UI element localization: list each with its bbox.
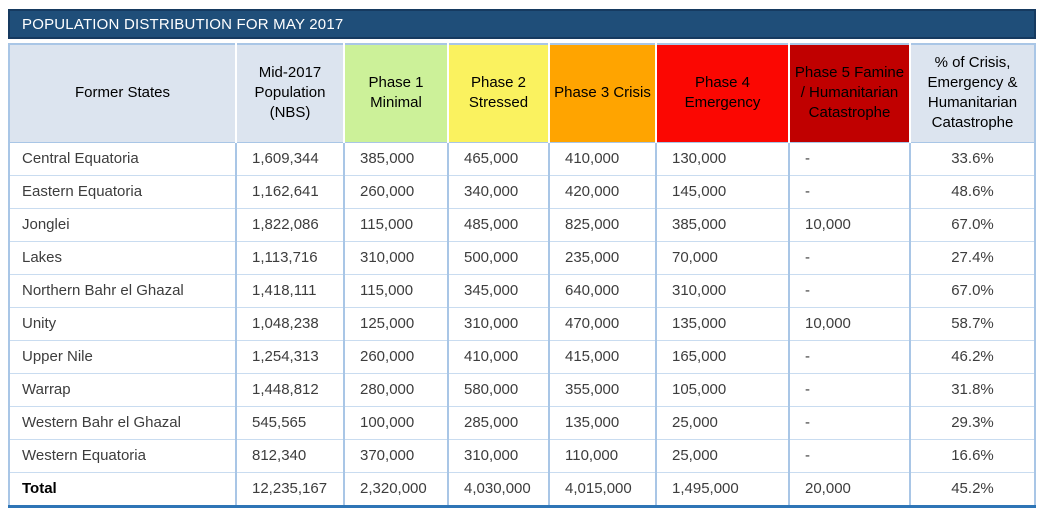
cell-phase1: 280,000 xyxy=(344,373,448,406)
cell-phase5: 10,000 xyxy=(789,208,910,241)
table-header xyxy=(9,44,1035,142)
cell-phase5: 20,000 xyxy=(789,472,910,506)
cell-phase2: 310,000 xyxy=(448,439,549,472)
cell-pct_cehc: 27.4% xyxy=(910,241,1035,274)
header-pct-crisis: % of Crisis, Emergency & Humanitarian Catastrophe xyxy=(910,44,1035,142)
header-row xyxy=(9,44,1035,142)
table-row xyxy=(9,241,1035,274)
table-row xyxy=(9,208,1035,241)
cell-phase5: - xyxy=(789,241,910,274)
title-bar xyxy=(8,9,1036,39)
cell-pct_cehc: 45.2% xyxy=(910,472,1035,506)
table-row xyxy=(9,373,1035,406)
cell-state: Unity xyxy=(9,307,236,340)
cell-population: 1,048,238 xyxy=(236,307,344,340)
cell-population: 1,162,641 xyxy=(236,175,344,208)
cell-phase4: 130,000 xyxy=(656,142,789,175)
cell-state: Lakes xyxy=(9,241,236,274)
cell-phase2: 410,000 xyxy=(448,340,549,373)
header-former-states: Former States xyxy=(9,44,236,142)
cell-phase4: 135,000 xyxy=(656,307,789,340)
cell-phase5: - xyxy=(789,406,910,439)
table-row xyxy=(9,274,1035,307)
cell-phase5: - xyxy=(789,340,910,373)
header-phase5-famine: Phase 5 Famine / Humanitarian Catastrophe xyxy=(789,44,910,142)
cell-phase2: 345,000 xyxy=(448,274,549,307)
cell-pct_cehc: 67.0% xyxy=(910,208,1035,241)
cell-phase3: 235,000 xyxy=(549,241,656,274)
cell-phase1: 370,000 xyxy=(344,439,448,472)
cell-pct_cehc: 31.8% xyxy=(910,373,1035,406)
cell-phase1: 2,320,000 xyxy=(344,472,448,506)
cell-population: 812,340 xyxy=(236,439,344,472)
cell-phase1: 100,000 xyxy=(344,406,448,439)
cell-state: Western Equatoria xyxy=(9,439,236,472)
cell-phase5: - xyxy=(789,274,910,307)
cell-population: 1,822,086 xyxy=(236,208,344,241)
population-table xyxy=(8,43,1036,508)
cell-phase2: 580,000 xyxy=(448,373,549,406)
cell-population: 545,565 xyxy=(236,406,344,439)
cell-pct_cehc: 67.0% xyxy=(910,274,1035,307)
cell-pct_cehc: 48.6% xyxy=(910,175,1035,208)
table-row xyxy=(9,340,1035,373)
cell-phase3: 420,000 xyxy=(549,175,656,208)
cell-phase3: 4,015,000 xyxy=(549,472,656,506)
cell-pct_cehc: 46.2% xyxy=(910,340,1035,373)
cell-phase3: 640,000 xyxy=(549,274,656,307)
header-phase4-emergency: Phase 4 Emergency xyxy=(656,44,789,142)
table-row xyxy=(9,142,1035,175)
cell-phase4: 165,000 xyxy=(656,340,789,373)
cell-phase4: 145,000 xyxy=(656,175,789,208)
cell-population: 1,448,812 xyxy=(236,373,344,406)
cell-phase2: 500,000 xyxy=(448,241,549,274)
cell-population: 12,235,167 xyxy=(236,472,344,506)
cell-phase1: 115,000 xyxy=(344,274,448,307)
cell-phase4: 385,000 xyxy=(656,208,789,241)
table-row xyxy=(9,406,1035,439)
cell-state: Eastern Equatoria xyxy=(9,175,236,208)
header-phase1-minimal: Phase 1 Minimal xyxy=(344,44,448,142)
total-row xyxy=(9,472,1035,506)
cell-phase3: 825,000 xyxy=(549,208,656,241)
cell-phase5: - xyxy=(789,175,910,208)
cell-phase2: 485,000 xyxy=(448,208,549,241)
table-body xyxy=(9,142,1035,506)
cell-phase1: 125,000 xyxy=(344,307,448,340)
cell-population: 1,418,111 xyxy=(236,274,344,307)
cell-state: Central Equatoria xyxy=(9,142,236,175)
cell-phase4: 310,000 xyxy=(656,274,789,307)
cell-population: 1,113,716 xyxy=(236,241,344,274)
cell-phase4: 25,000 xyxy=(656,406,789,439)
cell-phase2: 465,000 xyxy=(448,142,549,175)
cell-pct_cehc: 29.3% xyxy=(910,406,1035,439)
cell-phase5: - xyxy=(789,439,910,472)
cell-phase1: 260,000 xyxy=(344,340,448,373)
cell-phase3: 355,000 xyxy=(549,373,656,406)
cell-phase4: 1,495,000 xyxy=(656,472,789,506)
cell-population: 1,609,344 xyxy=(236,142,344,175)
cell-phase3: 470,000 xyxy=(549,307,656,340)
table-row xyxy=(9,175,1035,208)
cell-state: Jonglei xyxy=(9,208,236,241)
cell-phase5: - xyxy=(789,373,910,406)
cell-phase2: 310,000 xyxy=(448,307,549,340)
table-row xyxy=(9,307,1035,340)
cell-pct_cehc: 58.7% xyxy=(910,307,1035,340)
cell-pct_cehc: 33.6% xyxy=(910,142,1035,175)
page-title: POPULATION DISTRIBUTION FOR MAY 2017 xyxy=(22,15,344,33)
cell-phase3: 110,000 xyxy=(549,439,656,472)
cell-state: Total xyxy=(9,472,236,506)
cell-phase4: 105,000 xyxy=(656,373,789,406)
cell-state: Upper Nile xyxy=(9,340,236,373)
header-population: Mid-2017 Population (NBS) xyxy=(236,44,344,142)
cell-phase1: 260,000 xyxy=(344,175,448,208)
cell-phase5: 10,000 xyxy=(789,307,910,340)
cell-state: Western Bahr el Ghazal xyxy=(9,406,236,439)
header-phase2-stressed: Phase 2 Stressed xyxy=(448,44,549,142)
cell-pct_cehc: 16.6% xyxy=(910,439,1035,472)
cell-state: Northern Bahr el Ghazal xyxy=(9,274,236,307)
cell-phase3: 410,000 xyxy=(549,142,656,175)
cell-phase5: - xyxy=(789,142,910,175)
cell-phase3: 135,000 xyxy=(549,406,656,439)
header-phase3-crisis: Phase 3 Crisis xyxy=(549,44,656,142)
cell-phase1: 115,000 xyxy=(344,208,448,241)
cell-population: 1,254,313 xyxy=(236,340,344,373)
cell-phase3: 415,000 xyxy=(549,340,656,373)
cell-phase4: 25,000 xyxy=(656,439,789,472)
cell-phase1: 385,000 xyxy=(344,142,448,175)
cell-phase1: 310,000 xyxy=(344,241,448,274)
table-row xyxy=(9,439,1035,472)
cell-state: Warrap xyxy=(9,373,236,406)
cell-phase2: 285,000 xyxy=(448,406,549,439)
cell-phase2: 4,030,000 xyxy=(448,472,549,506)
cell-phase2: 340,000 xyxy=(448,175,549,208)
cell-phase4: 70,000 xyxy=(656,241,789,274)
